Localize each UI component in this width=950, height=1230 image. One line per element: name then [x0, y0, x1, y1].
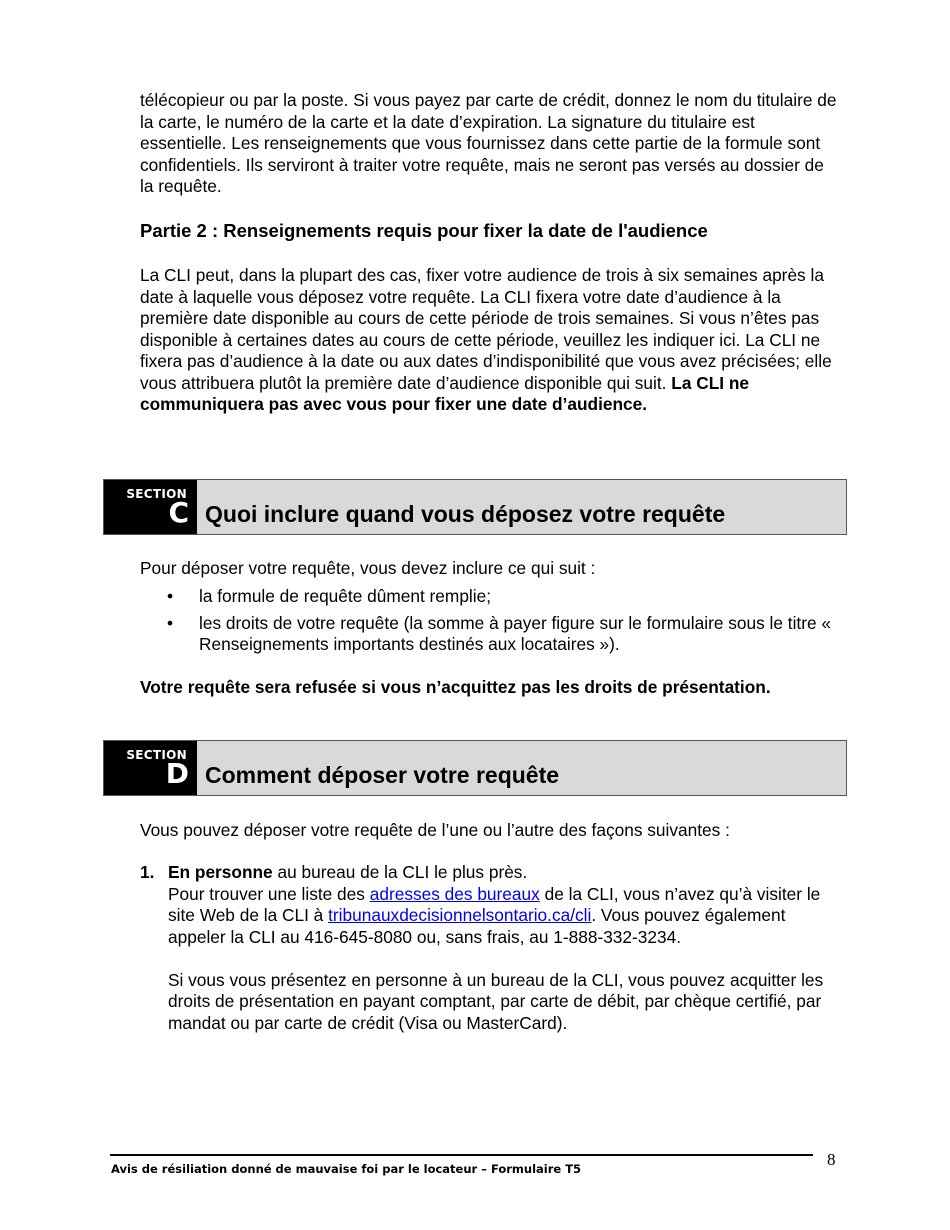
item-text-a: Pour trouver une liste des	[168, 883, 370, 904]
section-d-title: Comment déposer votre requête	[205, 762, 560, 788]
item-text-b: de la CLI, vous n’avez qu’à visiter le site Web de la CLI à	[168, 883, 821, 925]
item-body	[168, 862, 840, 1034]
section-c-warning: Votre requête sera refusée si vous n’acquittez pas les droits de présentation.	[140, 677, 771, 697]
section-d-header	[103, 740, 847, 796]
bullet-icon: •	[167, 586, 174, 606]
bullet-icon: •	[167, 612, 174, 633]
item-details	[168, 884, 840, 949]
list-item-text: la formule de requête dûment remplie;	[199, 586, 492, 606]
section-c-letter: C	[168, 496, 189, 529]
section-d-word: SECTION	[126, 748, 187, 762]
list-item-text: les droits de votre requête (la somme à payer figure sur le formulaire sous le titre « Renseignements importants destinés aux locataires »).	[199, 612, 832, 654]
footer-title: Avis de résiliation donné de mauvaise foi par le locateur – Formulaire T5	[111, 1162, 582, 1176]
page-number: 8	[827, 1150, 836, 1169]
item-payment-paragraph: Si vous vous présentez en personne à un bureau de la CLI, vous pouvez acquitter les droits de présentation en payant comptant, par carte de débit, par chèque certifié, par mandat ou par carte de crédit (Visa ou MasterCard).	[168, 969, 824, 1033]
section-c-bullet-list	[140, 586, 840, 661]
part2-body	[140, 265, 840, 416]
section-c-label	[104, 480, 197, 534]
item-lead-bold: En personne	[168, 862, 273, 882]
website-link[interactable]: tribunauxdecisionnelsontario.ca/cli	[328, 905, 592, 925]
intro-paragraph: télécopieur ou par la poste. Si vous payez par carte de crédit, donnez le nom du titulaire de la carte, le numéro de la carte et la date d’expiration. La signature du titulaire est essentielle. Les renseignements que vous fournissez dans cette partie de la formule sont confidentiels. Ils serviront à traiter votre requête, mais ne seront pas versés au dossier de la requête.	[140, 90, 837, 196]
section-d-letter: D	[165, 757, 189, 790]
item-lead-rest: au bureau de la CLI le plus près.	[272, 862, 528, 882]
section-d-label	[104, 741, 197, 795]
list-item	[140, 586, 840, 608]
section-c-header	[103, 479, 847, 535]
office-addresses-link[interactable]: adresses des bureaux	[369, 883, 540, 904]
part2-body-text: La CLI peut, dans la plupart des cas, fixer votre audience de trois à six semaines après la date à laquelle vous déposez votre requête. La CLI fixera votre date d’audience à la première date disponible au cours de cette période de trois semaines. Si vous n’êtes pas disponible à certaines dates au cours de cette période, veuillez les indiquer ici. La CLI ne fixera pas d’audience à la date ou aux dates d’indisponibilité que vous avez précisées; elle vous attribuera plutôt la première date d’audience disponible qui suit.	[140, 265, 832, 393]
part2-body-bold: La CLI ne communiquera pas avec vous pour fixer une date d’audience.	[140, 372, 750, 414]
section-d-intro: Vous pouvez déposer votre requête de l’une ou l’autre des façons suivantes :	[140, 820, 730, 840]
item-lead	[168, 862, 840, 884]
item-number: 1.	[140, 862, 155, 882]
section-c-word: SECTION	[126, 487, 187, 501]
item-text-c: . Vous pouvez également appeler la CLI au 416-645-8080 ou, sans frais, au 1-888-332-3234.	[168, 905, 786, 947]
list-item	[140, 613, 840, 656]
section-c-intro: Pour déposer votre requête, vous devez inclure ce qui suit :	[140, 558, 596, 578]
section-c-title: Quoi inclure quand vous déposez votre requête	[205, 501, 726, 527]
part2-heading: Partie 2 : Renseignements requis pour fixer la date de l'audience	[140, 220, 708, 241]
numbered-item-1	[140, 862, 840, 1034]
footer-rule	[110, 1154, 813, 1156]
